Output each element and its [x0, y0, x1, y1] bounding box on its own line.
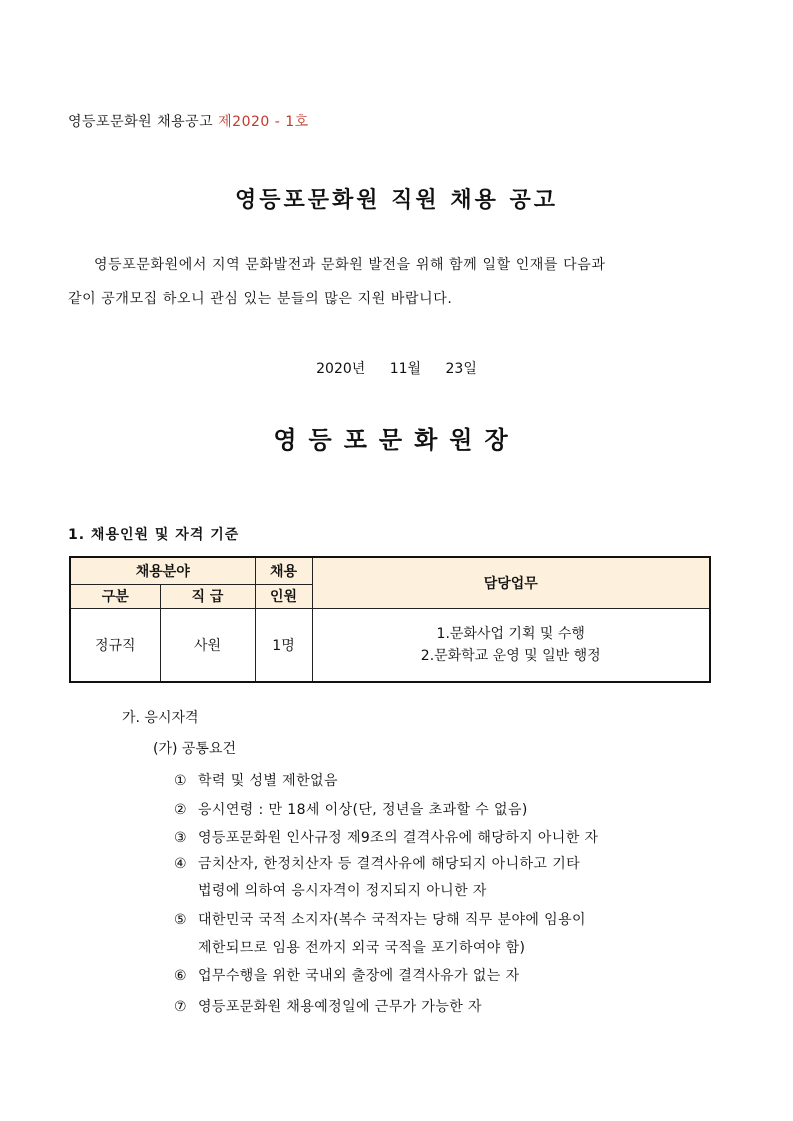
list-item-continuation: 제한되므로 임용 전까지 외국 국적을 포기하여야 함)	[198, 940, 526, 956]
list-item	[174, 853, 580, 873]
notice-prefix: 영등포문화원 채용공고	[68, 114, 219, 130]
header-grade: 직 급	[160, 584, 255, 608]
header-count-top-text: 채용	[269, 563, 298, 580]
list-item	[174, 827, 598, 847]
list-item-continuation: 법령에 의하여 응시자격이 정지되지 아니한 자	[198, 883, 487, 899]
signer: 영등포문화원장	[273, 426, 520, 454]
notice-number	[68, 111, 309, 131]
item-number: ④	[174, 856, 187, 872]
item-number: ⑦	[174, 999, 187, 1015]
item-text: 학력 및 성별 제한없음	[198, 773, 338, 789]
duty-item: 1.문화사업 기획 및 수행	[436, 625, 585, 642]
cell-count: 1명	[255, 608, 312, 682]
cell-category: 정규직	[70, 608, 160, 682]
list-item	[174, 799, 528, 819]
notice-number-value: 제2020 - 1호	[218, 114, 309, 130]
item-text: 영등포문화원 인사규정 제9조의 결격사유에 해당하지 아니한 자	[198, 830, 599, 846]
announcement-date: 2020년 11월 23일	[316, 361, 477, 377]
list-item	[174, 909, 586, 929]
list-item	[174, 770, 338, 790]
item-text: 영등포문화원 채용예정일에 근무가 가능한 자	[198, 999, 482, 1015]
list-item	[174, 965, 520, 985]
qualification-heading: 가. 응시자격	[122, 710, 199, 726]
page-title: 영등포문화원 직원 채용 공고	[234, 188, 558, 213]
item-text: 대한민국 국적 소지자(복수 국적자는 당해 직무 분야에 임용이	[198, 912, 586, 928]
table-row	[70, 608, 710, 682]
duty-item: 2.문화학교 운영 및 일반 행정	[420, 647, 601, 664]
item-text: 응시연령 : 만 18세 이상(단, 정년을 초과할 수 없음)	[198, 802, 528, 818]
list-item	[174, 996, 482, 1016]
header-field: 채용분야	[70, 557, 255, 584]
header-count-bottom: 인원	[255, 584, 312, 608]
item-number: ②	[174, 802, 187, 818]
item-text: 업무수행을 위한 국내외 출장에 결격사유가 없는 자	[198, 968, 520, 984]
item-number: ①	[174, 773, 187, 789]
item-text: 금치산자, 한정치산자 등 결격사유에 해당되지 아니하고 기타	[198, 856, 581, 872]
section-1-title: 1. 채용인원 및 자격 기준	[68, 527, 240, 543]
intro-line-1: 영등포문화원에서 지역 문화발전과 문화원 발전을 위해 함께 일할 인재를 다음과	[94, 257, 606, 273]
item-number: ⑥	[174, 968, 187, 984]
qualification-subheading: (가) 공통요건	[153, 741, 236, 757]
item-number: ③	[174, 830, 187, 846]
recruitment-table	[69, 556, 711, 683]
cell-duties	[312, 608, 710, 682]
item-number: ⑤	[174, 912, 187, 928]
cell-grade: 사원	[160, 608, 255, 682]
intro-line-2: 같이 공개모집 하오니 관심 있는 분들의 많은 지원 바랍니다.	[68, 291, 453, 307]
header-category: 구분	[70, 584, 160, 608]
header-duty: 담당업무	[312, 557, 710, 608]
header-count-top	[255, 557, 312, 584]
